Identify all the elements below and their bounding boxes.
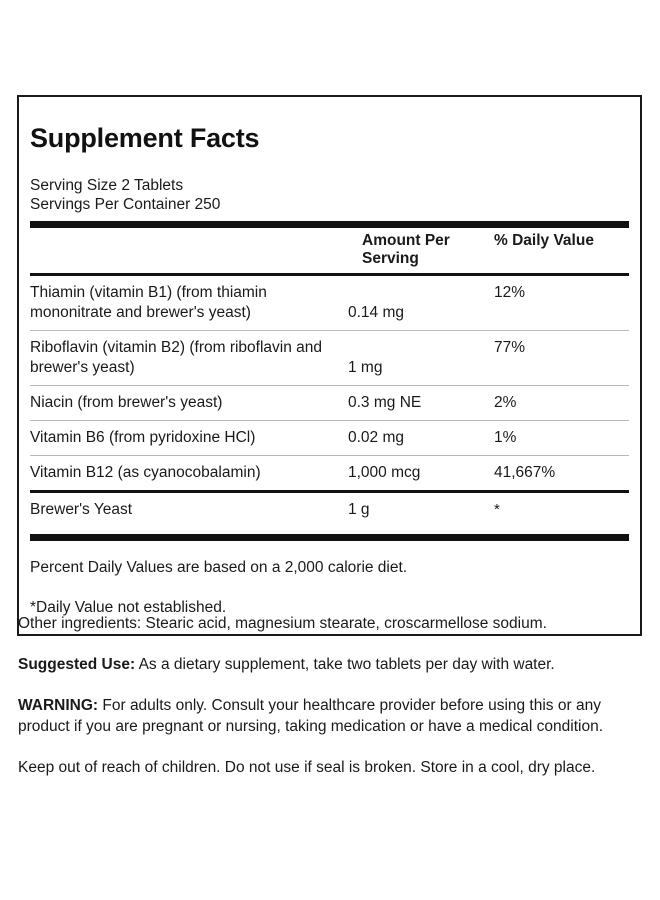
footnote-daily-value-not-established: *Daily Value not established. [30,599,227,616]
nutrient-table-riboflavin [30,331,631,385]
warning-text: For adults only. Consult your healthcare provider before using this or any product if you are pregnant or nursing, taking medication or have a medical condition. [18,697,604,735]
nutrient-daily-value: 41,667% [494,464,556,481]
nutrient-table-niacin [30,386,631,420]
panel-title: Supplement Facts [30,123,260,153]
nutrient-name: Brewer's Yeast [30,501,133,518]
nutrient-name: Niacin (from brewer's yeast) [30,394,223,411]
nutrient-daily-value: 77% [494,339,526,356]
suggested-use-label: Suggested Use: [18,656,136,673]
rule-thick-bottom [30,534,629,541]
nutrient-amount: 0.14 mg [348,304,405,321]
table-header-row [30,228,631,273]
nutrient-name: Vitamin B12 (as cyanocobalamin) [30,464,261,481]
nutrient-table-brewers-yeast [30,493,631,527]
header-spacer [30,228,348,273]
footnote-percent-daily-values: Percent Daily Values are based on a 2,000 calorie diet. [30,559,408,576]
nutrient-daily-value: 2% [494,394,517,411]
nutrient-daily-value: 12% [494,284,526,301]
nutrient-amount: 0.3 mg NE [348,394,422,411]
servings-per-container: Servings Per Container 250 [30,196,221,213]
table-row [30,456,631,490]
nutrient-table-vitamin-b12 [30,456,631,490]
table-row [30,331,631,385]
rule-thick-top [30,221,629,228]
other-ingredients: Other ingredients: Stearic acid, magnesium stearate, croscarmellose sodium. [18,615,547,632]
suggested-use [18,654,628,675]
nutrient-name: Riboflavin (vitamin B2) (from riboflavin and brewer's yeast) [30,339,323,376]
nutrient-table-vitamin-b6 [30,421,631,455]
storage-instructions: Keep out of reach of children. Do not use if seal is broken. Store in a cool, dry place. [18,759,596,776]
suggested-use-text: As a dietary supplement, take two tablets per day with water. [135,656,555,673]
serving-size: Serving Size 2 Tablets [30,177,184,194]
nutrient-daily-value: 1% [494,429,517,446]
table-row [30,276,631,330]
nutrient-amount: 1 mg [348,359,383,376]
nutrient-amount: 1,000 mcg [348,464,421,481]
nutrient-amount: 1 g [348,501,370,518]
warning-label: WARNING: [18,697,99,714]
warning [18,695,628,737]
label-body-text [18,613,628,778]
serving-info [30,176,629,214]
table-row [30,421,631,455]
table-row [30,493,631,527]
nutrient-amount: 0.02 mg [348,429,405,446]
nutrient-table-thiamin [30,276,631,330]
supplement-facts-panel [17,95,642,636]
nutrition-table [30,228,631,273]
nutrient-name: Vitamin B6 (from pyridoxine HCl) [30,429,256,446]
nutrient-name: Thiamin (vitamin B1) (from thiamin mononitrate and brewer's yeast) [30,284,267,321]
table-row [30,386,631,420]
nutrient-daily-value: * [494,501,500,518]
header-daily-value: % Daily Value [494,232,594,249]
header-amount-per-serving: Amount Per Serving [362,232,450,267]
